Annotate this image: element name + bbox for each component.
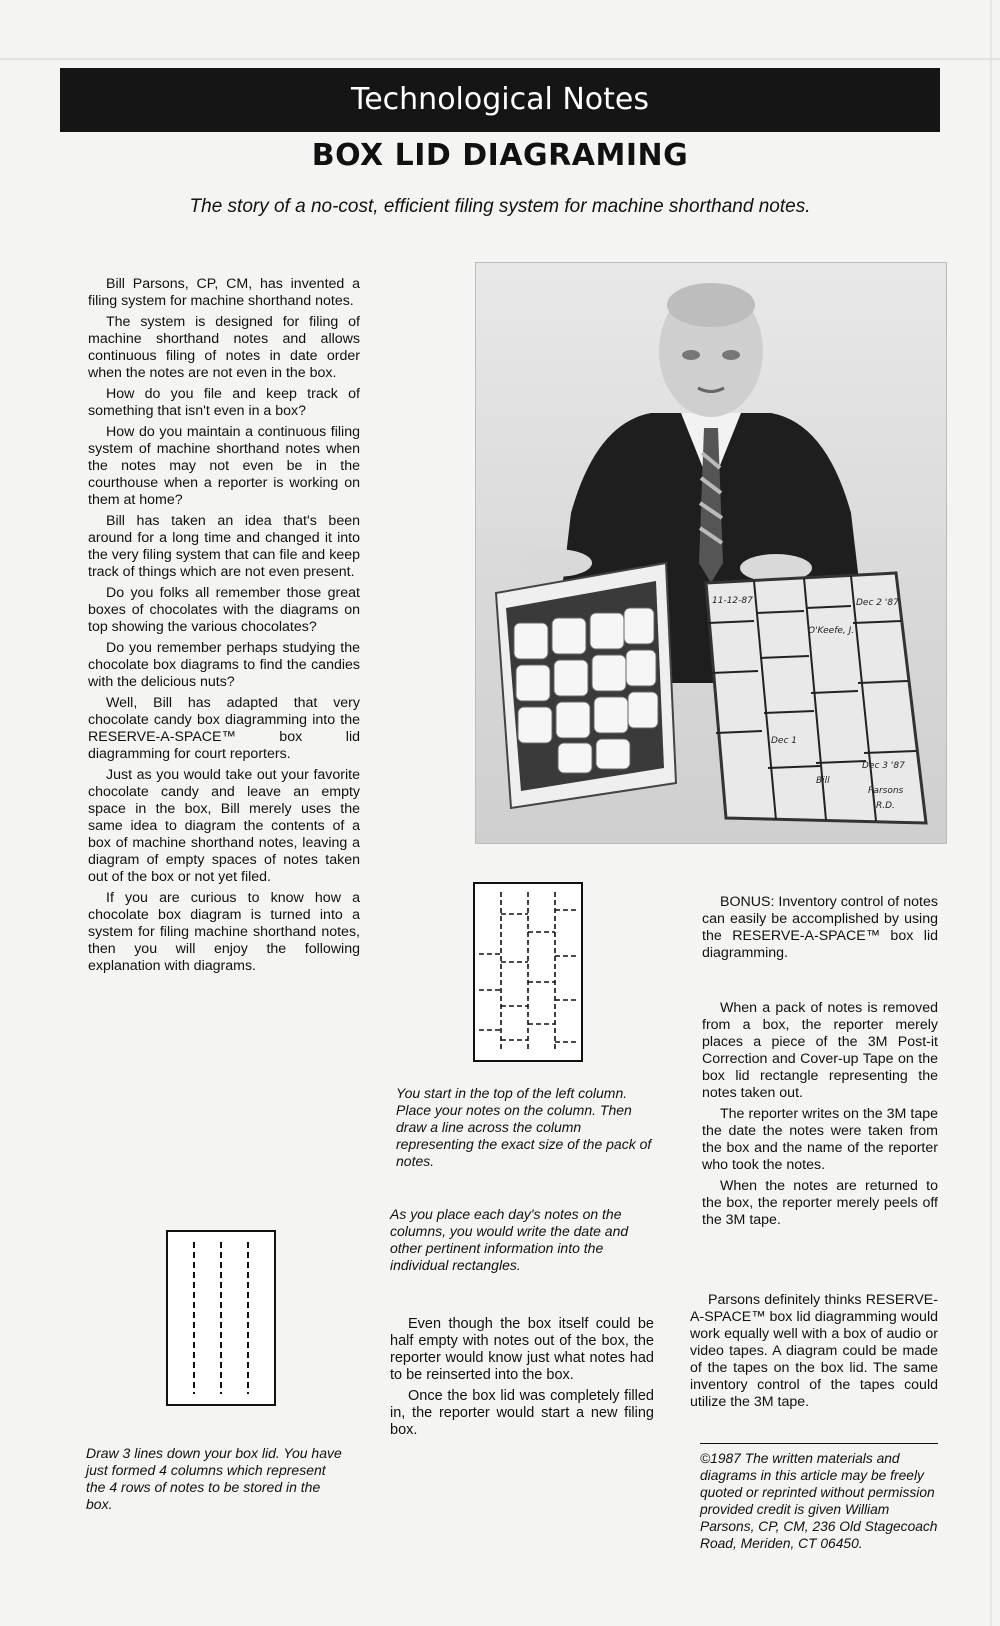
- paragraph: Once the box lid was completely filled in, the reporter would start a new filing box.: [390, 1388, 654, 1438]
- diagram-filled-columns: [473, 882, 583, 1062]
- bonus-paragraph: BONUS: Inventory control of notes can easily be accomplished by using the RESERVE-A-SPACE™ box lid diagramming.: [702, 894, 938, 961]
- paragraph: Do you folks all remember those great boxes of chocolates with the diagrams on top showing the various chocolates?: [88, 585, 360, 635]
- lid-label: Dec 2 '87: [856, 598, 899, 608]
- left-column: [88, 276, 360, 979]
- caption-each-day: As you place each day's notes on the columns, you would write the date and other pertinent information into the individual rectangles.: [390, 1206, 629, 1273]
- right-column-inventory: [702, 1000, 938, 1233]
- lid-label: Parsons: [868, 786, 904, 796]
- divider: [700, 1443, 938, 1444]
- paragraph: If you are curious to know how a chocolate box diagram is turned into a system for filing machine shorthand notes, then you will enjoy the following explanation with diagrams.: [88, 890, 360, 974]
- paragraph: Parsons definitely thinks RESERVE-A-SPACE™ box lid diagramming would work equally well with a box of audio or video tapes. A diagram could be made of the tapes on the box lid. The same inventory control of the tapes could utilize the 3M tape.: [690, 1292, 938, 1410]
- paragraph: Do you remember perhaps studying the chocolate box diagrams to find the candies with the delicious nuts?: [88, 640, 360, 690]
- article-subtitle: The story of a no-cost, efficient filing system for machine shorthand notes.: [189, 196, 811, 217]
- lid-label: R.D.: [876, 801, 895, 811]
- section-banner: Technological Notes: [60, 68, 940, 132]
- paragraph: When the notes are returned to the box, the reporter merely peels off the 3M tape.: [702, 1178, 938, 1228]
- diagram-three-lines: [166, 1230, 276, 1406]
- photo-illustration: [476, 263, 946, 843]
- copyright-notice: ©1987 The written materials and diagrams in this article may be freely quoted or reprinted without permission provided credit is given William Parsons, CP, CM, 236 Old Stagecoach Road, Meriden, CT 06450.: [700, 1451, 938, 1551]
- scan-edge-right: [990, 0, 992, 1626]
- caption-draw-lines: Draw 3 lines down your box lid. You have just formed 4 columns which represent the 4 rows of notes to be stored in the box.: [86, 1445, 342, 1512]
- paragraph: How do you maintain a continuous filing system of machine shorthand notes when the notes may not even be in the courthouse when a reporter is working on them at home?: [88, 424, 360, 508]
- lid-label: O'Keefe, J.: [808, 626, 855, 636]
- lid-label: Dec 3 '87: [862, 761, 905, 771]
- paragraph: Well, Bill has adapted that very chocolate candy box diagramming into the RESERVE-A-SPACE™ box lid diagramming for court reporters.: [88, 695, 360, 762]
- right-column-bonus: [702, 894, 938, 966]
- paragraph: The reporter writes on the 3M tape the date the notes were taken from the box and the name of the reporter who took the notes.: [702, 1106, 938, 1173]
- article-headline: BOX LID DIAGRAMING: [311, 138, 689, 173]
- filled-columns-figure: [475, 884, 581, 1060]
- caption-start-top: You start in the top of the left column. Place your notes on the column. Then draw a line across the column representing the exact size of the pack of notes.: [396, 1085, 652, 1169]
- paragraph: Just as you would take out your favorite chocolate candy and leave an empty space in the box, Bill merely uses the same idea to diagram the contents of a box of machine shorthand notes, leaving a diagram of empty spaces of notes taken out of the box or not yet filed.: [88, 767, 360, 885]
- paragraph: Bill has taken an idea that's been around for a long time and changed it into the very filing system that can file and keep track of things which are not even present.: [88, 513, 360, 580]
- middle-bottom-text: [390, 1316, 654, 1443]
- paragraph: Even though the box itself could be half empty with notes out of the box, the reporter would know just what notes had to be reinserted into the box.: [390, 1316, 654, 1383]
- lid-label: 11-12-87: [712, 596, 753, 606]
- paragraph: The system is designed for filing of machine shorthand notes and allows continuous filing of notes in date order when the notes are not even in the box.: [88, 314, 360, 381]
- dashed-lines-figure: [168, 1232, 274, 1404]
- paragraph: Bill Parsons, CP, CM, has invented a filing system for machine shorthand notes.: [88, 276, 360, 309]
- paragraph: When a pack of notes is removed from a box, the reporter merely places a piece of the 3M Post-it Correction and Cover-up Tape on the box lid rectangle representing the notes taken out.: [702, 1000, 938, 1101]
- right-column-parsons: [690, 1292, 938, 1415]
- photo-bill-parsons: [475, 262, 947, 844]
- paragraph: How do you file and keep track of something that isn't even in a box?: [88, 386, 360, 419]
- scan-edge-top: [0, 58, 1000, 60]
- lid-label: Dec 1: [771, 736, 798, 746]
- lid-label: Bill: [816, 776, 830, 786]
